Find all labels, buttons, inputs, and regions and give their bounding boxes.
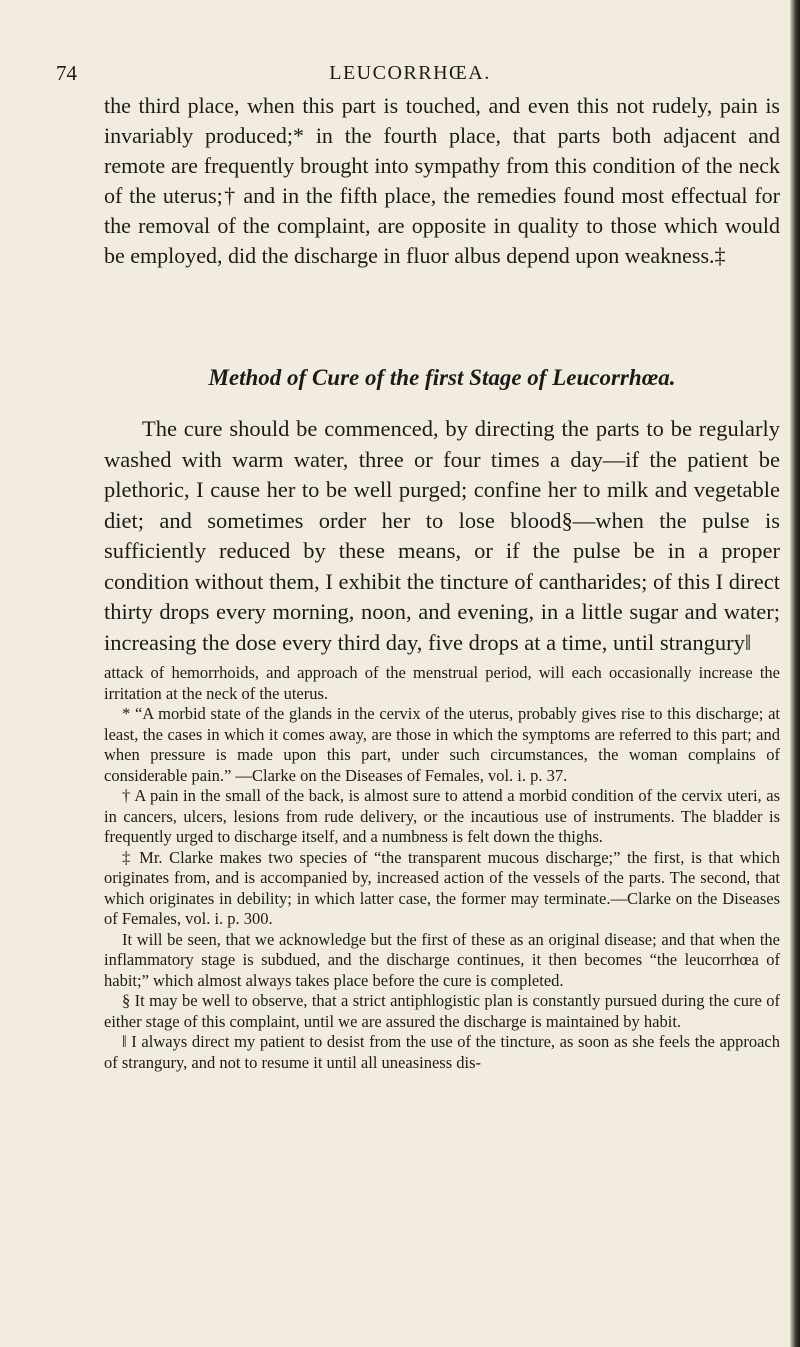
footnotes (104, 663, 780, 1073)
section-heading: Method of Cure of the first Stage of Leucorrhœa. (208, 365, 676, 390)
footnote-double-dagger: ‡ Mr. Clarke makes two species of “the transparent mucous discharge;” the first, is that which originates from, and is accompanied by, increased action of the vessels of the parts. The second, that which originates in debility; in which latter case, the former may terminate.—Clarke on the Diseases of Females, vol. i. p. 300. (104, 847, 780, 928)
footnote-continuation: attack of hemorrhoids, and approach of the menstrual period, will each occasionally increase the irritation at the neck of the uterus. (104, 663, 780, 703)
footnote-parallel: ‖ I always direct my patient to desist from the use of the tincture, as soon as she feels the approach of strangury, and not to resume it until all uneasiness dis- (104, 1032, 780, 1072)
book-page (40, 0, 790, 1347)
footnote-double-dagger-continued: It will be seen, that we acknowledge but the first of these as an original disease; and that when the inflammatory stage is subdued, and the discharge continues, it then becomes “the leucorrhœa of habit;” which almost always takes place before the cure is completed. (104, 929, 780, 990)
footnote-dagger: † A pain in the small of the back, is almost sure to attend a morbid condition of the cervix uteri, as in cancers, ulcers, lesions from rude delivery, or the incautious use of instruments. The bladder is frequently urged to discharge itself, and a numbness is felt down the thighs. (104, 786, 780, 846)
footnote-asterisk: * “A morbid state of the glands in the cervix of the uterus, probably gives rise to this discharge; at least, the cases in which it comes away, are those in which the symptoms are referred to this part; and when pressure is made upon this part, under such circumstances, the woman complains of considerable pain.” —Clarke on the Diseases of Females, vol. i. p. 37. (104, 704, 780, 785)
running-title: LEUCORRHŒA. (329, 62, 491, 84)
running-head (40, 60, 780, 86)
page-edge-shadow (790, 0, 800, 1347)
footnote-section: § It may be well to observe, that a strict antiphlogistic plan is constantly pursued during the cure of either stage of this complaint, until we are assured the discharge is maintained by habit. (104, 991, 780, 1031)
body-paragraph-2: The cure should be commenced, by directing the parts to be regularly washed with warm water, three or four times a day—if the patient be plethoric, I cause her to be well purged; confine her to milk and vegetable diet; and sometimes order her to lose blood§—when the pulse is sufficiently reduced by these means, or if the pulse be in a proper condition without them, I exhibit the tincture of cantharides; of this I direct thirty drops every morning, noon, and evening, in a little sugar and water; increasing the dose every third day, five drops at a time, until strangury‖ (104, 416, 780, 655)
page-number: 74 (56, 61, 77, 85)
body-paragraph-1: the third place, when this part is touched, and even this not rudely, pain is invariably produced;* in the fourth place, that parts both adjacent and remote are frequently brought into sympathy from this condition of the neck of the uterus;† and in the fifth place, the remedies found most effectual for the removal of the complaint, are opposite in quality to those which would be employed, did the discharge in fluor albus depend upon weakness.‡ (104, 93, 780, 268)
